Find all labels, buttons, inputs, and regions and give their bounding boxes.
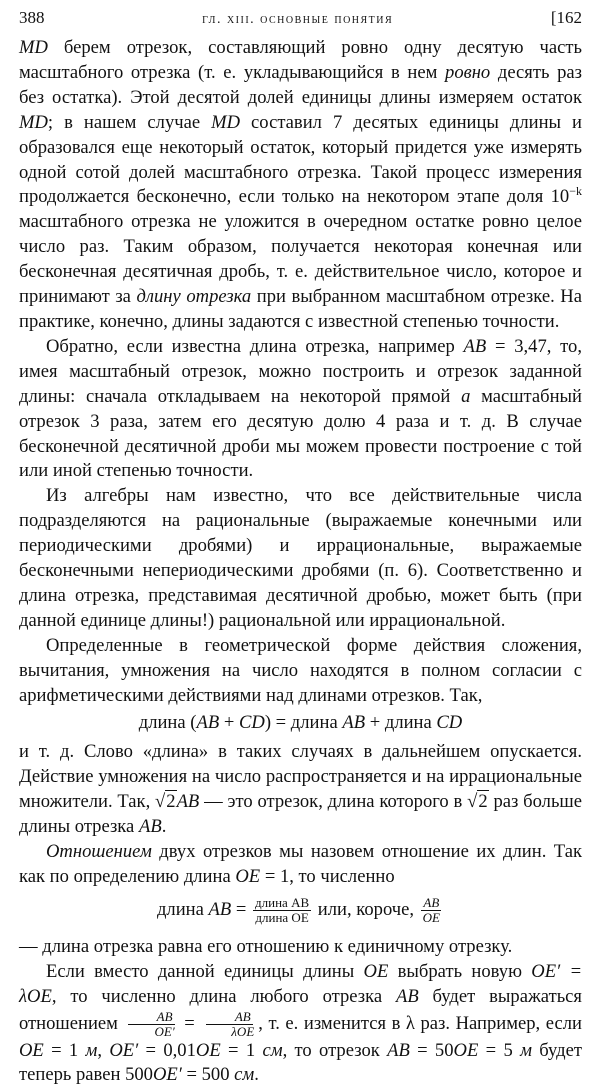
fraction: $\frac{AB}{\text{λOE}}$: [202, 1010, 256, 1039]
paragraph-6: Отношением двух отрезков мы назовем отношение их длин. Так как по определению длина OE = 1, то численно: [19, 841, 582, 887]
fraction: $\frac{AB}{OE'}$: [125, 1010, 176, 1039]
paragraph-7: — длина отрезка равна его отношению к единичному отрезку.: [19, 935, 513, 957]
page-body: [19, 36, 582, 1088]
fraction: $\frac{\text{длина AB}}{\text{длина OE}}$: [255, 894, 310, 925]
paragraph-3: Из алгебры нам известно, что все действительные числа подразделяются на рациональные (выражаемые конечными или периодическими дробями) и иррациональные, выражаемые бесконечными непериодическими дробями (п. 6). Соответственно и длина отрезка, представимая десятичной дробью, может быть (при данной единице длины!) рациональной или иррациональной.: [19, 485, 582, 631]
sqrt-symbol: √2: [155, 791, 176, 813]
chapter-title: гл. xiii. основные понятия: [202, 12, 394, 27]
paragraph-2: Обратно, если известна длина отрезка, например AB = 3,47, то, имея масштабный отрезок, можно построить и отрезок заданной длины: сначала откладываем на некоторой прямой a масштабный отрезок 3 раза, затем его десятую долю 4 раза и т. д. В случае бесконечной десятичной дроби мы можем провести построение с той или иной степенью точности.: [19, 335, 582, 482]
fraction: $\frac{AB}{OE}$: [422, 894, 441, 925]
formula-length-sum: длина (AB + CD) = длина AB + длина CD: [138, 712, 463, 734]
paragraph-1: MD берем отрезок, составляющий ровно одну десятую часть масштабного отрезка (т. е. укладывающийся в нем ровно десять раз без остатка). Этой десятой долей единицы длины измеряем остаток MD; в нашем случае MD составил 7 десятых единицы длины и образовался еще некоторый остаток, который придется уже измерять одной сотой долей масштабного отрезка. Такой процесс измерения продолжается бесконечно, если только на некотором этапе доля $10^{-k}$ масштабного отрезка не уложится в очередном остатке ровно целое число раз. Таким образом, получается некоторая конечная или бесконечная десятичная дробь, т. е. действительное число, которое и принимают за длину отрезка при выбранном масштабном отрезке. На практике, конечно, длины задаются с известной степенью точности.: [19, 37, 583, 332]
running-header: [19, 8, 582, 36]
paragraph-4: Определенные в геометрической форме действия сложения, вычитания, умножения на число находятся в полном согласии с арифметическими действиями над длинами отрезков. Так,: [19, 634, 582, 706]
paragraph-5: и т. д. Слово «длина» в таких случаях в дальнейшем опускается. Действие умножения на число распространяется и на иррациональные множители. Так, √2AB — это отрезок, длина которого в √2 раз больше длины отрезка AB.: [19, 741, 582, 838]
formula-length-ratio: длина AB = $\frac{\text{длина AB}}{\text{длина OE}}$ или, короче, $\frac{AB}{OE}$: [156, 894, 441, 925]
paragraph-8: Если вместо данной единицы длины OE выбрать новую OE′ = λOE, то численно длина любого отрезка AB будет выражаться отношением $\frac{AB}{OE'}$ = $\frac{AB}{\text{λOE}}$ , т. е. изменится в λ раз. Например, если OE = 1 м, OE′ = 0,01OE = 1 см, то отрезок AB = 50OE = 5 м будет теперь равен 500OE′ = 500 см.: [19, 960, 582, 1086]
page-number: 388: [19, 8, 45, 27]
section-number: [162: [550, 8, 582, 27]
sqrt-symbol: √2: [467, 791, 488, 813]
